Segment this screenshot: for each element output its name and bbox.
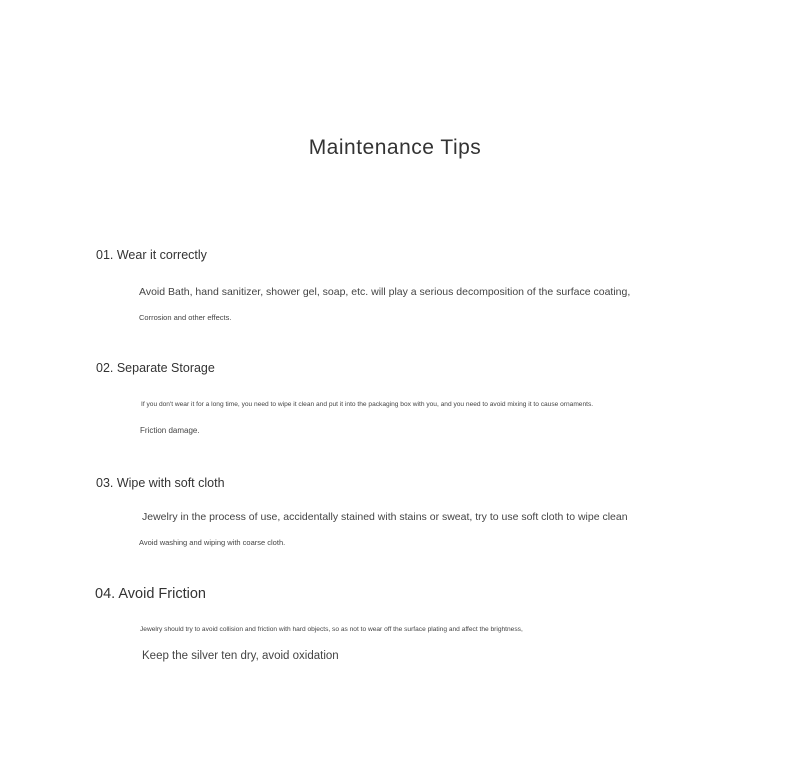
page-title: Maintenance Tips: [308, 136, 482, 159]
section-text-line: Keep the silver ten dry, avoid oxidation: [142, 650, 339, 662]
section-text-line: Jewelry in the process of use, accidentally stained with stains or sweat, try to use soft cloth to wipe clean: [142, 511, 628, 523]
section-heading-wear: 01. Wear it correctly: [96, 248, 207, 262]
section-heading-storage: 02. Separate Storage: [96, 361, 215, 375]
section-text-line: Avoid Bath, hand sanitizer, shower gel, soap, etc. will play a serious decomposition of the surface coating,: [139, 286, 631, 298]
section-text-line: Jewelry should try to avoid collision and friction with hard objects, so as not to wear off the surface plating and affect the brightness,: [140, 626, 523, 633]
section-text-line: Friction damage.: [140, 426, 200, 435]
section-heading-soft-cloth: 03. Wipe with soft cloth: [96, 476, 225, 490]
section-text-line: If you don't wear it for a long time, you need to wipe it clean and put it into the packaging box with you, and you need to avoid mixing it to cause ornaments.: [141, 401, 594, 408]
section-heading-friction: 04. Avoid Friction: [95, 586, 206, 602]
section-text-line: Corrosion and other effects.: [139, 313, 232, 322]
section-text-line: Avoid washing and wiping with coarse cloth.: [139, 538, 286, 547]
